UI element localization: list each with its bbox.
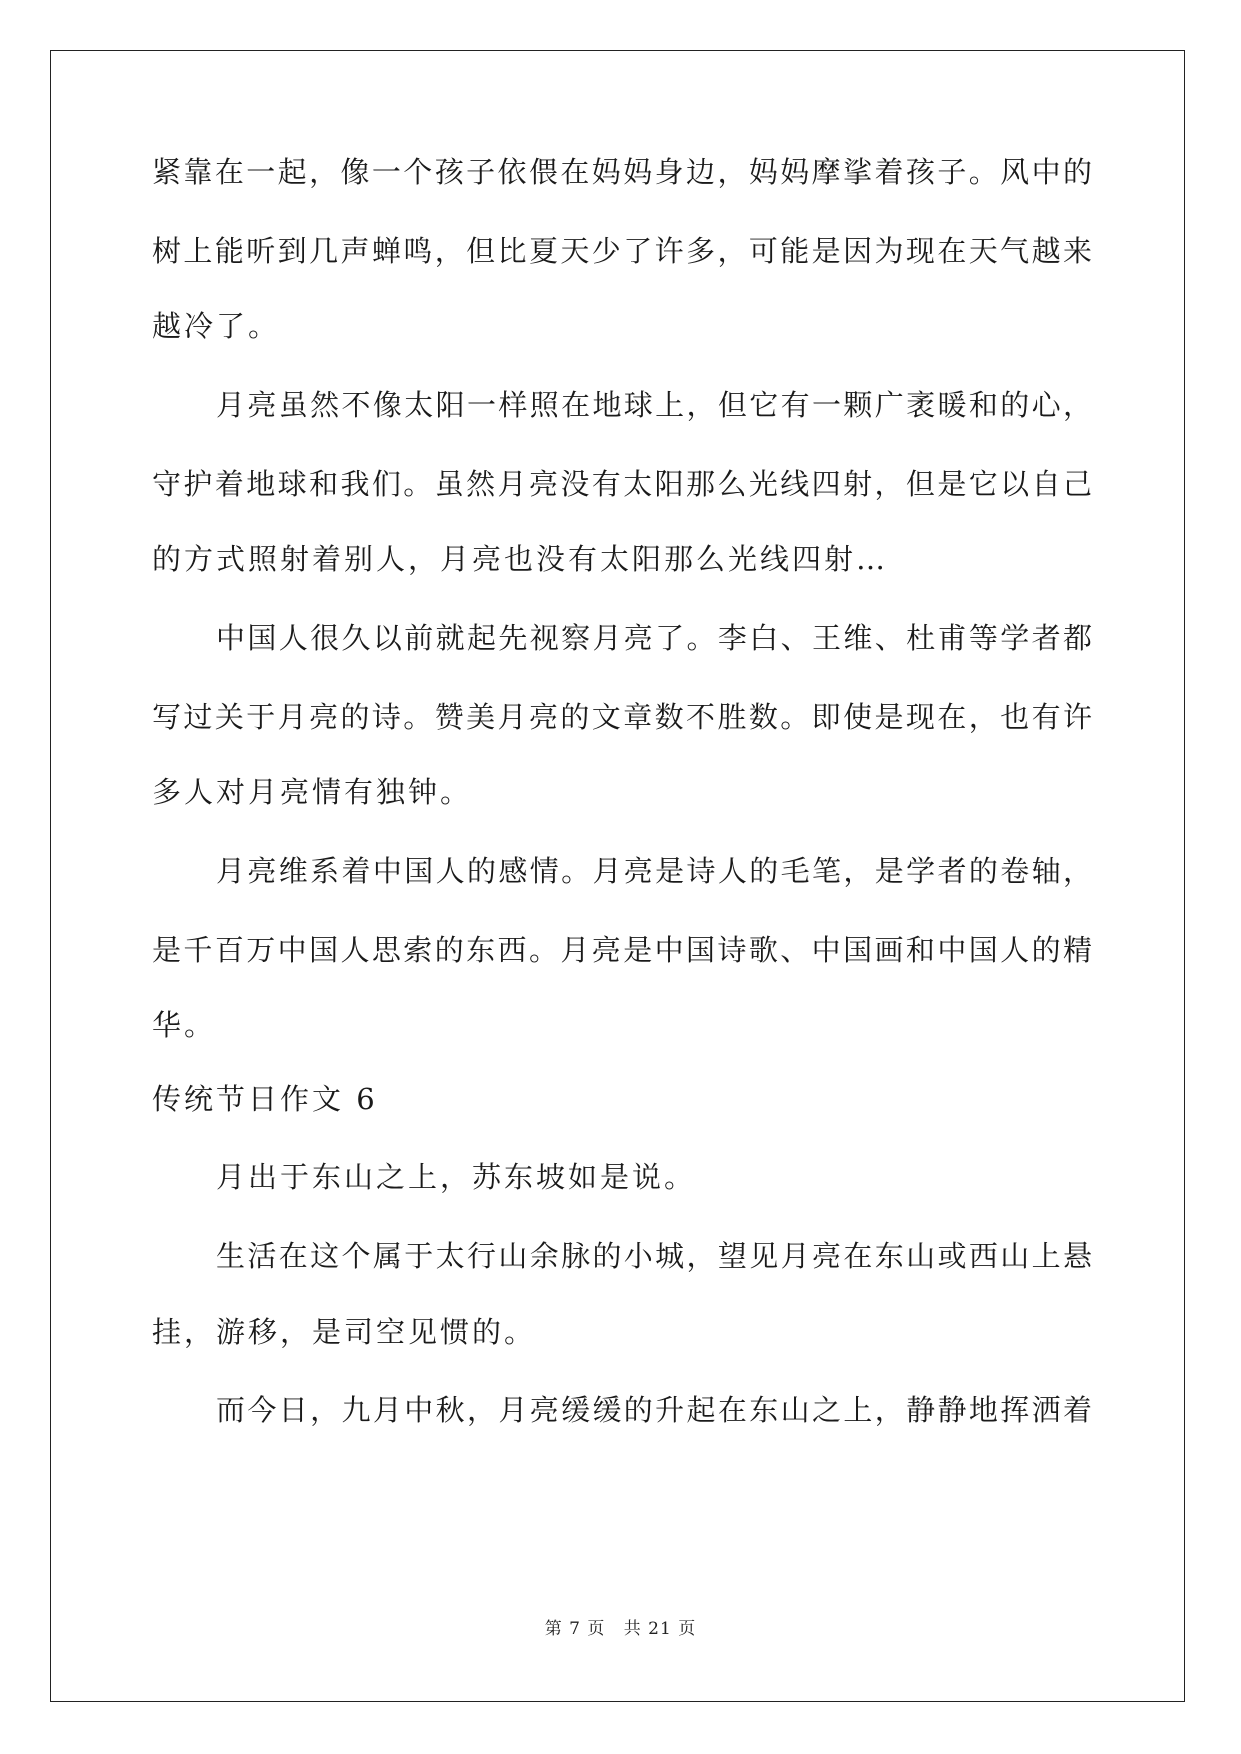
text-line: 华。	[152, 1008, 217, 1042]
text-line: 写过关于月亮的诗。赞美月亮的文章数不胜数。即使是现在，也有许	[152, 700, 1092, 734]
paragraph-first-line: 月亮虽然不像太阳一样照在地球上，但它有一颗广袤暖和的心，	[216, 388, 1092, 422]
paragraph-first-line: 月出于东山之上，苏东坡如是说。	[216, 1160, 697, 1194]
text-line: 挂，游移，是司空见惯的。	[152, 1315, 537, 1349]
paragraph-first-line: 而今日，九月中秋，月亮缓缓的升起在东山之上，静静地挥洒着	[216, 1393, 1092, 1427]
text-line: 树上能听到几声蝉鸣，但比夏天少了许多，可能是因为现在天气越来	[152, 234, 1092, 268]
text-line: 多人对月亮情有独钟。	[152, 775, 473, 809]
page-number: 第 7 页	[544, 1619, 606, 1639]
section-heading: 传统节日作文 6	[152, 1082, 378, 1116]
page-footer	[0, 1614, 1241, 1639]
text-line: 是千百万中国人思索的东西。月亮是中国诗歌、中国画和中国人的精	[152, 933, 1092, 967]
page-total: 共 21 页	[623, 1619, 697, 1639]
paragraph-first-line: 生活在这个属于太行山余脉的小城，望见月亮在东山或西山上悬	[216, 1239, 1092, 1273]
text-line: 越冷了。	[152, 309, 281, 343]
text-line: 守护着地球和我们。虽然月亮没有太阳那么光线四射，但是它以自己	[152, 467, 1092, 501]
paragraph-first-line: 中国人很久以前就起先视察月亮了。李白、王维、杜甫等学者都	[216, 621, 1092, 655]
text-line: 紧靠在一起，像一个孩子依偎在妈妈身边，妈妈摩挲着孩子。风中的	[152, 155, 1092, 189]
paragraph-first-line: 月亮维系着中国人的感情。月亮是诗人的毛笔，是学者的卷轴，	[216, 854, 1092, 888]
text-line: 的方式照射着别人，月亮也没有太阳那么光线四射…	[152, 542, 889, 576]
